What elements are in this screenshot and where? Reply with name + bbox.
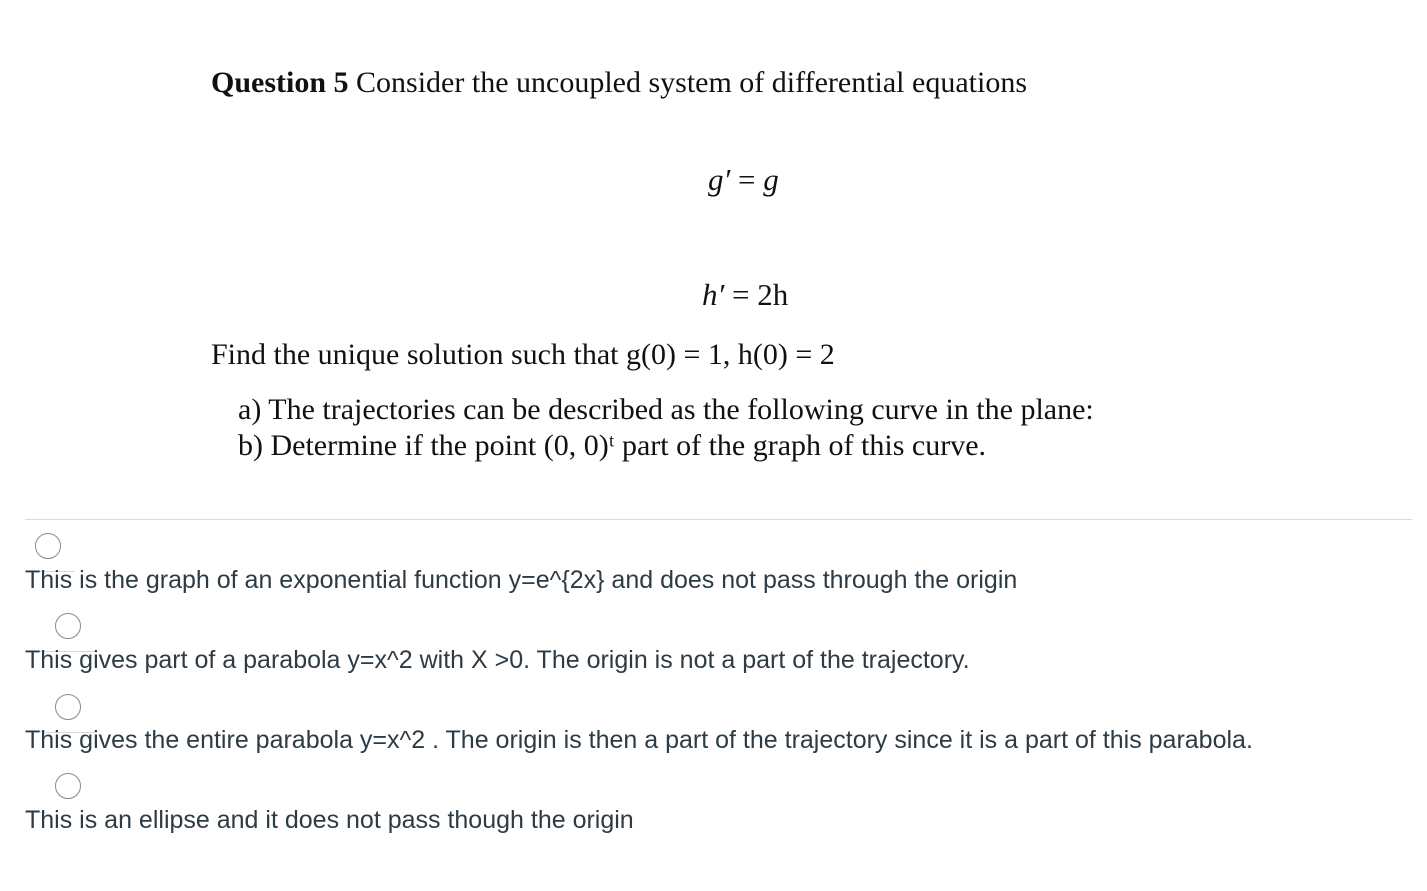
answer-label: This gives part of a parabola y=x^2 with X >0. The origin is not a part of the trajectory.	[25, 646, 970, 674]
part-a: a) The trajectories can be described as the following curve in the plane:	[238, 393, 1094, 426]
equation-h	[702, 277, 788, 313]
question-intro: Consider the uncoupled system of differential equations	[356, 66, 1027, 99]
answer-label: This is an ellipse and it does not pass though the origin	[25, 806, 634, 834]
answer-label: This gives the entire parabola y=x^2 . The origin is then a part of the trajectory since it is a part of this parabola.	[25, 726, 1253, 754]
part-b: b) Determine if the point (0, 0)ᵗ part of the graph of this curve.	[238, 429, 987, 462]
radio-button[interactable]	[55, 613, 81, 639]
equation-g-op: =	[730, 162, 764, 197]
radio-button[interactable]	[55, 694, 81, 720]
answer-option-1[interactable]	[25, 509, 1412, 652]
equation-h-rhs: 2h	[757, 277, 789, 312]
equation-h-lhs: h′	[702, 277, 725, 312]
answer-option-2[interactable]	[25, 589, 1412, 732]
find-instruction: Find the unique solution such that g(0) = 1, h(0) = 2	[211, 338, 835, 371]
equation-g	[708, 162, 779, 198]
question-heading	[211, 66, 1027, 100]
answer-options	[25, 519, 1412, 880]
radio-button[interactable]	[55, 773, 81, 799]
answer-label: This is the graph of an exponential function y=e^{2x} and does not pass through the origin	[25, 566, 1018, 594]
radio-button[interactable]	[35, 533, 61, 559]
answer-option-3[interactable]	[25, 670, 1412, 813]
question-number: Question 5	[211, 66, 349, 99]
equation-h-op: =	[724, 277, 758, 312]
equation-g-rhs: g	[763, 162, 779, 197]
answer-option-4[interactable]	[25, 749, 1412, 891]
equation-g-lhs: g′	[708, 162, 731, 197]
